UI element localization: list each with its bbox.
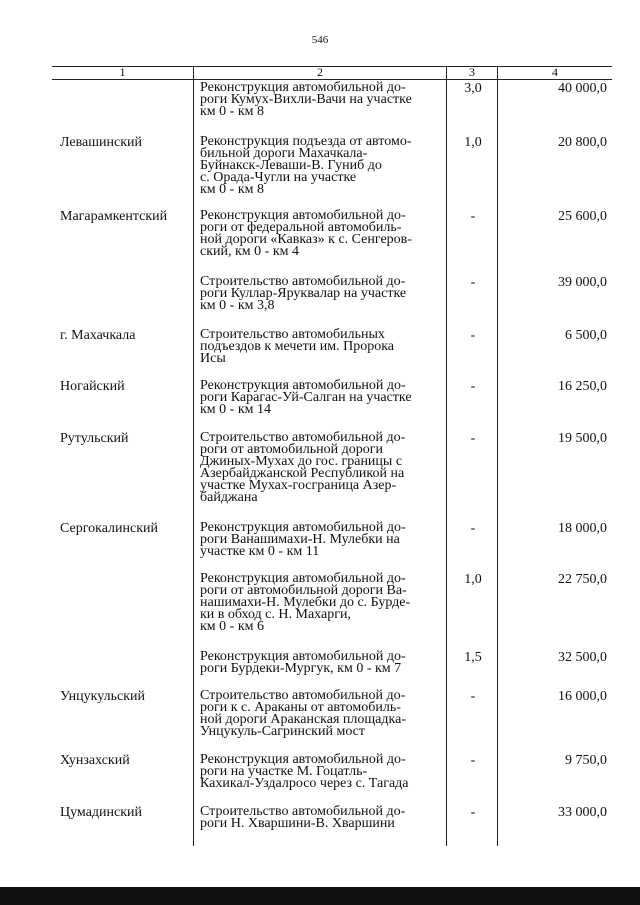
col3-cell: -	[470, 328, 476, 343]
project-cell: Строительство автомобильных подъездов к мечети им. Пророка Исы	[200, 327, 395, 366]
page-number: 546	[311, 34, 329, 46]
project-cell: Строительство автомобильной до- роги Н. Хваршини-В. Хваршини	[200, 804, 406, 831]
col3-cell: -	[470, 209, 476, 224]
header-col-1: 1	[119, 65, 126, 79]
district-cell: Магарамкентский	[60, 209, 168, 224]
header-col-2: 2	[317, 65, 323, 79]
district-cell: Рутульский	[60, 431, 129, 446]
district-cell: Сергокалинский	[60, 521, 159, 536]
district-cell: Левашинский	[60, 135, 143, 150]
amount-cell: 39 000,0	[558, 275, 607, 290]
project-cell: Строительство автомобильной до- роги от автомобильной дороги Джиных-Мухах до гос. границы с Азербайджанской Республикой на участке Мухах-госграница Азер- байджана	[200, 430, 406, 505]
col3-cell: 1,5	[464, 650, 482, 665]
header-col-4: 4	[552, 65, 558, 79]
project-cell: Реконструкция автомобильной до- роги на участке М. Гоцатль- Кахикал-Уздалросо через с. Тагада	[200, 752, 409, 791]
amount-cell: 25 600,0	[558, 209, 607, 224]
project-cell: Реконструкция автомобильной до- роги Бурдеки-Мургук, км 0 - км 7	[200, 649, 406, 676]
column-rule-2	[446, 66, 447, 846]
col3-cell: 1,0	[464, 572, 482, 587]
amount-cell: 18 000,0	[558, 521, 607, 536]
amount-cell: 16 250,0	[558, 379, 607, 394]
project-cell: Реконструкция автомобильной до- роги Карагас-Уй-Салган на участке км 0 - км 14	[200, 378, 412, 417]
district-cell: Ногайский	[60, 379, 125, 394]
district-cell: Цумадинский	[60, 805, 143, 820]
col3-cell: -	[470, 805, 476, 820]
district-cell: Унцукульский	[60, 689, 146, 704]
project-cell: Строительство автомобильной до- роги Куллар-Яруквалар на участке км 0 - км 3,8	[200, 274, 407, 313]
project-cell: Реконструкция подъезда от автомо- бильной дороги Махачкала- Буйнакск-Леваши-В. Гуниб до с. Орада-Чугли на участке км 0 - км 8	[200, 134, 412, 197]
project-cell: Реконструкция автомобильной до- роги Кумух-Вихли-Вачи на участке км 0 - км 8	[200, 80, 412, 119]
amount-cell: 9 750,0	[565, 753, 607, 768]
column-rule-3	[497, 66, 498, 846]
amount-cell: 22 750,0	[558, 572, 607, 587]
col3-cell: -	[470, 379, 476, 394]
col3-cell: -	[470, 521, 476, 536]
col3-cell: -	[470, 431, 476, 446]
amount-cell: 20 800,0	[558, 135, 607, 150]
project-cell: Реконструкция автомобильной до- роги от автомобильной дороги Ва- нашимахи-Н. Мулебки до с. Бурде- ки в обход с. Н. Махарги, км 0 - км 6	[200, 571, 411, 634]
project-cell: Реконструкция автомобильной до- роги Ванашимахи-Н. Мулебки на участке км 0 - км 11	[200, 520, 406, 559]
column-rule-1	[193, 66, 194, 846]
col3-cell: -	[470, 753, 476, 768]
amount-cell: 33 000,0	[558, 805, 607, 820]
amount-cell: 32 500,0	[558, 650, 607, 665]
col3-cell: -	[470, 275, 476, 290]
project-cell: Реконструкция автомобильной до- роги от федеральной автомобиль- ной дороги «Кавказ» к с. Сенгеров- ский, км 0 - км 4	[200, 208, 412, 259]
amount-cell: 16 000,0	[558, 689, 607, 704]
amount-cell: 40 000,0	[558, 81, 607, 96]
scan-bottom-edge	[0, 887, 640, 905]
col3-cell: -	[470, 689, 476, 704]
district-cell: г. Махачкала	[60, 328, 136, 343]
amount-cell: 19 500,0	[558, 431, 607, 446]
col3-cell: 1,0	[464, 135, 482, 150]
amount-cell: 6 500,0	[565, 328, 607, 343]
project-cell: Строительство автомобильной до- роги к с. Араканы от автомобиль- ной дороги Араканская площадка- Унцукуль-Сагринский мост	[200, 688, 406, 739]
col3-cell: 3,0	[464, 81, 482, 96]
district-cell: Хунзахский	[60, 753, 130, 768]
header-col-3: 3	[469, 65, 475, 79]
